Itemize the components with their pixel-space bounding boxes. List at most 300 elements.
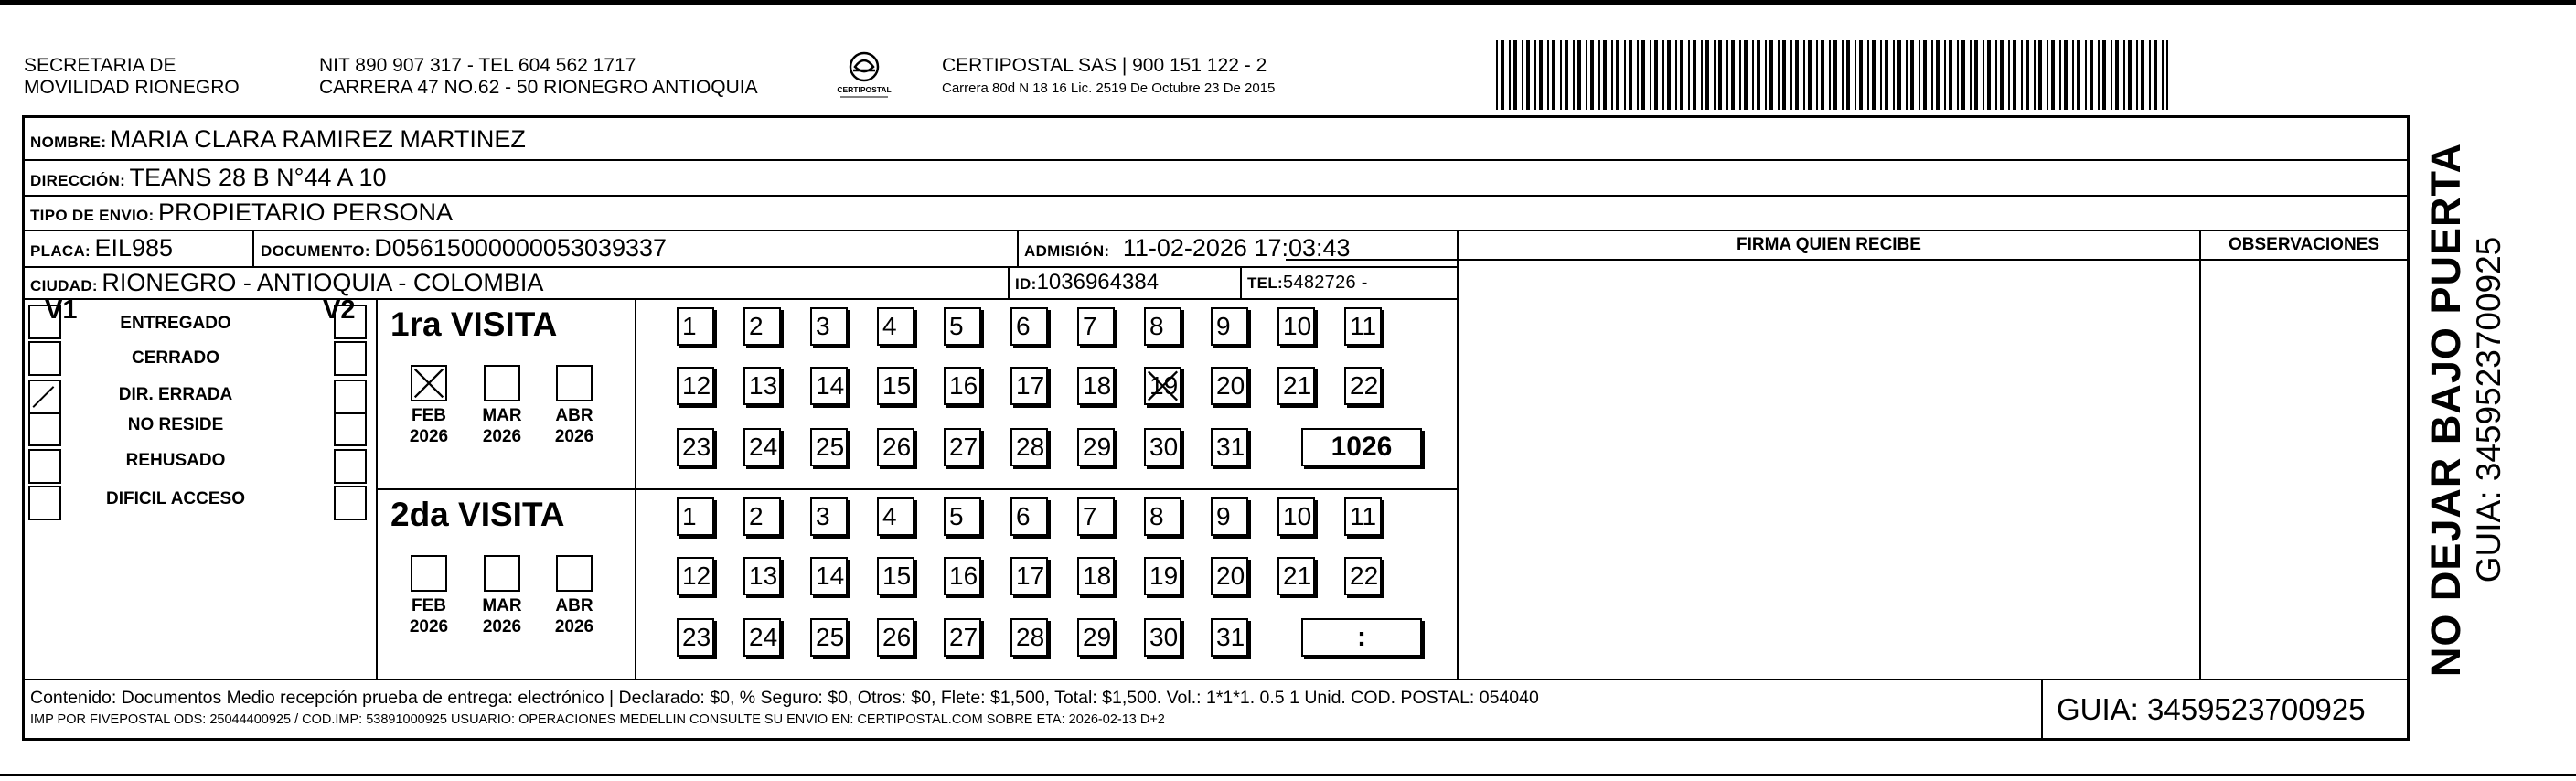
day-number: 1 bbox=[682, 312, 697, 340]
barcode-bar bbox=[1974, 40, 1978, 110]
day-box-13[interactable] bbox=[743, 557, 781, 595]
day-box-6[interactable] bbox=[1010, 307, 1048, 346]
month-label bbox=[476, 405, 529, 447]
barcode-bar bbox=[1513, 40, 1517, 110]
row-divider bbox=[25, 159, 2407, 161]
day-box-14[interactable] bbox=[810, 367, 848, 405]
barcode-bar bbox=[1829, 40, 1831, 110]
barcode-bar bbox=[2128, 40, 2132, 110]
day-number: 8 bbox=[1149, 502, 1164, 530]
day-box-14[interactable] bbox=[810, 557, 848, 595]
day-number: 26 bbox=[882, 433, 912, 461]
day-box-15[interactable] bbox=[877, 557, 914, 595]
barcode-bar bbox=[1526, 40, 1530, 110]
barcode-bar bbox=[1675, 40, 1677, 110]
barcode-bar bbox=[2064, 40, 2068, 110]
barcode-bar bbox=[1919, 40, 1920, 110]
day-box-4[interactable] bbox=[877, 307, 914, 346]
day-number: 23 bbox=[682, 433, 711, 461]
barcode-bar bbox=[1547, 40, 1549, 110]
imp-line: IMP POR FIVEPOSTAL ODS: 25044400925 / COD.IMP: 53891000925 USUARIO: OPERACIONES MEDELLIN CONSULTE SU ENVIO EN: CERTIPOSTAL.COM SOBRE ETA: 2026-02-13 D+2 bbox=[30, 712, 1165, 727]
month-label bbox=[476, 595, 529, 637]
barcode-bar bbox=[1534, 40, 1536, 110]
day-box-19[interactable] bbox=[1144, 557, 1181, 595]
barcode-bar bbox=[1598, 40, 1600, 110]
barcode bbox=[1496, 40, 2168, 110]
barcode-bar bbox=[2026, 40, 2029, 110]
day-box-3[interactable] bbox=[810, 307, 848, 346]
day-number: 27 bbox=[949, 433, 978, 461]
cell-divider bbox=[1017, 230, 1019, 266]
v2-status-checkbox[interactable] bbox=[334, 486, 367, 520]
barcode-bar bbox=[1573, 40, 1575, 110]
barcode-bar bbox=[1995, 40, 1997, 110]
day-number: 16 bbox=[949, 371, 978, 400]
barcode-bar bbox=[1624, 40, 1626, 110]
day-box-28[interactable] bbox=[1010, 428, 1048, 466]
barcode-bar bbox=[1650, 40, 1651, 110]
barcode-bar bbox=[1714, 40, 1716, 110]
day-number: 25 bbox=[816, 433, 845, 461]
day-box-24[interactable] bbox=[743, 618, 781, 657]
day-number: 21 bbox=[1283, 562, 1312, 590]
day-number: 18 bbox=[1083, 371, 1112, 400]
day-box-20[interactable] bbox=[1211, 367, 1248, 405]
barcode-bar bbox=[2038, 40, 2042, 110]
day-number: 17 bbox=[1016, 371, 1045, 400]
barcode-bar bbox=[1590, 40, 1594, 110]
day-box-29[interactable] bbox=[1077, 618, 1115, 657]
barcode-bar bbox=[1808, 40, 1812, 110]
day-box-12[interactable] bbox=[677, 367, 714, 405]
day-number: 4 bbox=[882, 312, 897, 340]
month-year: 2026 bbox=[409, 427, 449, 446]
barcode-bar bbox=[1885, 40, 1888, 110]
barcode-bar bbox=[1987, 40, 1991, 110]
day-number: 13 bbox=[749, 371, 778, 400]
day-box-18[interactable] bbox=[1077, 367, 1115, 405]
visit-title: 1ra VISITA bbox=[390, 305, 558, 343]
barcode-bar bbox=[1778, 40, 1780, 110]
barcode-bar bbox=[1662, 40, 1664, 110]
day-box-20[interactable] bbox=[1211, 557, 1248, 595]
day-number: 28 bbox=[1016, 623, 1045, 651]
month-label bbox=[402, 405, 455, 447]
barcode-bar bbox=[1936, 40, 1940, 110]
barcode-bar bbox=[1680, 40, 1683, 110]
day-box-9[interactable] bbox=[1211, 497, 1248, 536]
day-number: 9 bbox=[1216, 312, 1231, 340]
month-year: 2026 bbox=[409, 617, 449, 637]
day-number: 23 bbox=[682, 623, 711, 651]
day-box-5[interactable] bbox=[944, 497, 981, 536]
day-box-23[interactable] bbox=[677, 618, 714, 657]
month-checkbox-abr[interactable] bbox=[556, 555, 593, 592]
day-number: 8 bbox=[1149, 312, 1164, 340]
bottom-border-line bbox=[0, 774, 2576, 776]
day-box-6[interactable] bbox=[1010, 497, 1048, 536]
day-box-16[interactable] bbox=[944, 557, 981, 595]
day-number: 6 bbox=[1016, 312, 1031, 340]
day-box-22[interactable] bbox=[1344, 367, 1382, 405]
barcode-bar bbox=[1872, 40, 1876, 110]
barcode-bar bbox=[1782, 40, 1786, 110]
barcode-bar bbox=[1637, 40, 1639, 110]
placa-field bbox=[30, 233, 173, 267]
barcode-bar bbox=[1923, 40, 1927, 110]
month-label bbox=[548, 595, 601, 637]
barcode-bar bbox=[1616, 40, 1619, 110]
day-number: 15 bbox=[882, 371, 912, 400]
day-number: 9 bbox=[1216, 502, 1231, 530]
barcode-bar bbox=[2162, 40, 2164, 110]
day-box-1[interactable] bbox=[677, 307, 714, 346]
day-number: 20 bbox=[1216, 371, 1245, 400]
day-number: 13 bbox=[749, 562, 778, 590]
status-label: ENTREGADO bbox=[120, 314, 231, 333]
day-number: 29 bbox=[1083, 433, 1112, 461]
tipo-envio-value: PROPIETARIO PERSONA bbox=[157, 198, 454, 226]
barcode-bar bbox=[1906, 40, 1908, 110]
tipo-envio-label: TIPO DE ENVIO: bbox=[30, 207, 155, 224]
ciudad-label: CIUDAD: bbox=[30, 277, 98, 294]
footer-divider bbox=[25, 679, 2407, 680]
day-box-16[interactable] bbox=[944, 367, 981, 405]
month-year: 2026 bbox=[554, 427, 594, 446]
day-number: 2 bbox=[749, 502, 764, 530]
barcode-bar bbox=[1496, 40, 1498, 110]
day-box-23[interactable] bbox=[677, 428, 714, 466]
visit-divider bbox=[376, 488, 1459, 490]
month-label bbox=[548, 405, 601, 447]
barcode-bar bbox=[2149, 40, 2151, 110]
day-box-11[interactable] bbox=[1344, 497, 1382, 536]
status-label: REHUSADO bbox=[125, 451, 226, 470]
day-box-8[interactable] bbox=[1144, 497, 1181, 536]
barcode-bar bbox=[1731, 40, 1735, 110]
day-number: 26 bbox=[882, 623, 912, 651]
barcode-bar bbox=[1726, 40, 1728, 110]
documento-field bbox=[261, 233, 667, 267]
signature-divider bbox=[1457, 230, 1459, 679]
day-number: 19 bbox=[1149, 371, 1179, 400]
barcode-bar bbox=[1867, 40, 1869, 110]
placa-value: EIL985 bbox=[94, 234, 174, 262]
day-number: 1 bbox=[682, 502, 697, 530]
sender-contact-line1: NIT 890 907 317 - TEL 604 562 1717 bbox=[319, 55, 636, 76]
status-label: DIFICIL ACCESO bbox=[105, 489, 245, 508]
barcode-bar bbox=[1752, 40, 1754, 110]
admision-label: ADMISIÓN: bbox=[1024, 242, 1110, 260]
check-mark-icon bbox=[412, 367, 445, 400]
v2-status-checkbox[interactable] bbox=[334, 380, 367, 414]
day-number: 28 bbox=[1016, 433, 1045, 461]
barcode-bar bbox=[1539, 40, 1543, 110]
contenido-line: Contenido: Documentos Medio recepción prueba de entrega: electrónico | Declarado: $0, % Seguro: $0, Otros: $0, Flete: $1,500, Total: $1,500. Vol.: 1*1*1. 0.5 1 Unid. COD. POSTAL: 054040 bbox=[30, 688, 1539, 708]
barcode-bar bbox=[2072, 40, 2074, 110]
barcode-bar bbox=[1577, 40, 1581, 110]
month-name: FEB bbox=[412, 596, 446, 615]
tel-field bbox=[1247, 268, 1368, 299]
barcode-bar bbox=[1803, 40, 1805, 110]
sender-name-line1: SECRETARIA DE bbox=[24, 55, 176, 76]
barcode-bar bbox=[2111, 40, 2112, 110]
certipostal-logo bbox=[835, 47, 893, 102]
day-box-21[interactable] bbox=[1277, 557, 1315, 595]
day-box-7[interactable] bbox=[1077, 497, 1115, 536]
tel-label: TEL: bbox=[1247, 274, 1283, 292]
barcode-bar bbox=[2085, 40, 2087, 110]
barcode-bar bbox=[2154, 40, 2157, 110]
barcode-bar bbox=[2123, 40, 2125, 110]
barcode-bar bbox=[1739, 40, 1741, 110]
v2-status-checkbox[interactable] bbox=[334, 305, 367, 339]
courier-line2: Carrera 80d N 18 16 Lic. 2519 De Octubre 23 De 2015 bbox=[942, 80, 1276, 96]
visit-time-field[interactable]: : bbox=[1301, 618, 1422, 657]
sender-contact-line2: CARRERA 47 NO.62 - 50 RIONEGRO ANTIOQUIA bbox=[319, 77, 758, 98]
day-number: 11 bbox=[1350, 312, 1377, 340]
day-box-26[interactable] bbox=[877, 618, 914, 657]
day-box-12[interactable] bbox=[677, 557, 714, 595]
day-box-1[interactable] bbox=[677, 497, 714, 536]
barcode-bar bbox=[2136, 40, 2138, 110]
day-number: 22 bbox=[1350, 371, 1379, 400]
v2-status-checkbox[interactable] bbox=[334, 341, 367, 376]
barcode-bar bbox=[1769, 40, 1773, 110]
day-number: 16 bbox=[949, 562, 978, 590]
admision-value: 11-02-2026 17:03:43 bbox=[1122, 234, 1351, 262]
day-box-27[interactable] bbox=[944, 428, 981, 466]
day-number: 17 bbox=[1016, 562, 1045, 590]
month-day-divider bbox=[635, 298, 636, 679]
month-checkbox-abr[interactable] bbox=[556, 365, 593, 401]
barcode-bar bbox=[1757, 40, 1760, 110]
visit-time-field[interactable]: 1026 bbox=[1301, 428, 1422, 466]
barcode-bar bbox=[1983, 40, 1984, 110]
barcode-bar bbox=[2021, 40, 2023, 110]
documento-label: DOCUMENTO: bbox=[261, 242, 370, 260]
day-box-15[interactable] bbox=[877, 367, 914, 405]
nombre-label: NOMBRE: bbox=[30, 134, 107, 151]
day-box-22[interactable] bbox=[1344, 557, 1382, 595]
day-box-10[interactable] bbox=[1277, 497, 1315, 536]
barcode-bar bbox=[1846, 40, 1850, 110]
id-field bbox=[1015, 268, 1159, 300]
firma-quien-recibe-label: FIRMA QUIEN RECIBE bbox=[1737, 235, 1921, 254]
day-box-28[interactable] bbox=[1010, 618, 1048, 657]
barcode-bar bbox=[1910, 40, 1914, 110]
barcode-bar bbox=[1603, 40, 1607, 110]
barcode-bar bbox=[1816, 40, 1818, 110]
nombre-value: MARIA CLARA RAMIREZ MARTINEZ bbox=[110, 125, 526, 153]
status-visit-divider bbox=[376, 298, 378, 679]
barcode-bar bbox=[2051, 40, 2055, 110]
day-box-18[interactable] bbox=[1077, 557, 1115, 595]
barcode-bar bbox=[1522, 40, 1523, 110]
status-label: DIR. ERRADA bbox=[118, 385, 233, 404]
month-label bbox=[402, 595, 455, 637]
ciudad-value: RIONEGRO - ANTIOQUIA - COLOMBIA bbox=[102, 269, 544, 296]
id-label: ID: bbox=[1015, 275, 1037, 293]
id-value: 1036964384 bbox=[1036, 270, 1160, 294]
tipo-envio-field bbox=[30, 198, 453, 231]
month-name: FEB bbox=[412, 406, 446, 425]
status-label: NO RESIDE bbox=[127, 415, 224, 434]
barcode-bar bbox=[1765, 40, 1767, 110]
day-number: 7 bbox=[1083, 502, 1097, 530]
barcode-bar bbox=[1586, 40, 1587, 110]
barcode-bar bbox=[2059, 40, 2061, 110]
day-box-26[interactable] bbox=[877, 428, 914, 466]
day-number: 11 bbox=[1350, 502, 1377, 530]
day-box-29[interactable] bbox=[1077, 428, 1115, 466]
day-number: 12 bbox=[682, 371, 711, 400]
day-box-25[interactable] bbox=[810, 428, 848, 466]
day-box-5[interactable] bbox=[944, 307, 981, 346]
barcode-bar bbox=[2090, 40, 2093, 110]
side-guia-number: GUIA: 3459523700925 bbox=[2470, 236, 2507, 583]
month-year: 2026 bbox=[482, 617, 522, 637]
month-year: 2026 bbox=[554, 617, 594, 637]
month-name: MAR bbox=[482, 406, 522, 425]
day-box-7[interactable] bbox=[1077, 307, 1115, 346]
day-box-10[interactable] bbox=[1277, 307, 1315, 346]
month-name: ABR bbox=[555, 406, 593, 425]
barcode-bar bbox=[1509, 40, 1511, 110]
cell-divider bbox=[1008, 266, 1010, 298]
day-number: 5 bbox=[949, 502, 964, 530]
day-number: 27 bbox=[949, 623, 978, 651]
check-mark-icon bbox=[1146, 369, 1180, 403]
day-number: 7 bbox=[1083, 312, 1097, 340]
v2-header: V2 bbox=[323, 295, 356, 325]
day-box-9[interactable] bbox=[1211, 307, 1248, 346]
day-box-24[interactable] bbox=[743, 428, 781, 466]
day-number: 10 bbox=[1283, 502, 1312, 530]
day-number: 24 bbox=[749, 433, 778, 461]
nombre-field bbox=[30, 124, 526, 158]
barcode-bar bbox=[1880, 40, 1882, 110]
day-box-2[interactable] bbox=[743, 307, 781, 346]
barcode-bar bbox=[1560, 40, 1562, 110]
day-box-19[interactable] bbox=[1144, 367, 1181, 405]
barcode-bar bbox=[2013, 40, 2016, 110]
logo-text: CERTIPOSTAL bbox=[837, 85, 892, 94]
barcode-bar bbox=[1693, 40, 1696, 110]
day-number: 15 bbox=[882, 562, 912, 590]
day-box-4[interactable] bbox=[877, 497, 914, 536]
day-number: 2 bbox=[749, 312, 764, 340]
observaciones-divider bbox=[2199, 230, 2201, 679]
day-box-31[interactable] bbox=[1211, 428, 1248, 466]
day-box-27[interactable] bbox=[944, 618, 981, 657]
cell-divider bbox=[252, 230, 254, 266]
day-number: 30 bbox=[1149, 433, 1179, 461]
day-box-17[interactable] bbox=[1010, 367, 1048, 405]
barcode-bar bbox=[1855, 40, 1856, 110]
barcode-bar bbox=[1611, 40, 1613, 110]
month-name: ABR bbox=[555, 596, 593, 615]
barcode-bar bbox=[1744, 40, 1748, 110]
ciudad-field bbox=[30, 268, 543, 302]
day-box-11[interactable] bbox=[1344, 307, 1382, 346]
barcode-bar bbox=[2141, 40, 2144, 110]
month-checkbox-feb[interactable] bbox=[411, 365, 447, 401]
barcode-bar bbox=[1629, 40, 1632, 110]
month-checkbox-mar[interactable] bbox=[484, 555, 520, 592]
day-number: 10 bbox=[1283, 312, 1312, 340]
barcode-bar bbox=[2008, 40, 2010, 110]
barcode-bar bbox=[1893, 40, 1895, 110]
cell-divider bbox=[1240, 266, 1242, 298]
barcode-bar bbox=[1701, 40, 1703, 110]
barcode-bar bbox=[1957, 40, 1959, 110]
day-box-30[interactable] bbox=[1144, 618, 1181, 657]
barcode-bar bbox=[1718, 40, 1722, 110]
month-name: MAR bbox=[482, 596, 522, 615]
day-number: 14 bbox=[816, 562, 845, 590]
placa-label: PLACA: bbox=[30, 242, 91, 260]
barcode-bar bbox=[1842, 40, 1844, 110]
sender-name-line2: MOVILIDAD RIONEGRO bbox=[24, 77, 240, 98]
day-number: 14 bbox=[816, 371, 845, 400]
day-number: 20 bbox=[1216, 562, 1245, 590]
day-number: 24 bbox=[749, 623, 778, 651]
day-box-13[interactable] bbox=[743, 367, 781, 405]
barcode-bar bbox=[1705, 40, 1709, 110]
direccion-field bbox=[30, 163, 386, 197]
delivery-form-frame bbox=[22, 115, 2410, 741]
day-number: 25 bbox=[816, 623, 845, 651]
day-number: 31 bbox=[1216, 433, 1245, 461]
barcode-bar bbox=[1795, 40, 1799, 110]
no-dejar-bajo-puerta-text: NO DEJAR BAJO PUERTA bbox=[2422, 142, 2469, 678]
day-box-21[interactable] bbox=[1277, 367, 1315, 405]
day-box-2[interactable] bbox=[743, 497, 781, 536]
courier-line1: CERTIPOSTAL SAS | 900 151 122 - 2 bbox=[942, 55, 1267, 76]
month-checkbox-feb[interactable] bbox=[411, 555, 447, 592]
row-divider bbox=[1286, 259, 2407, 261]
barcode-bar bbox=[2115, 40, 2119, 110]
day-box-3[interactable] bbox=[810, 497, 848, 536]
barcode-bar bbox=[2098, 40, 2100, 110]
footer-guia-number: GUIA: 3459523700925 bbox=[2057, 692, 2366, 726]
day-box-30[interactable] bbox=[1144, 428, 1181, 466]
documento-value: D05615000000053039337 bbox=[374, 234, 668, 262]
v2-status-checkbox[interactable] bbox=[334, 412, 367, 446]
day-box-31[interactable] bbox=[1211, 618, 1248, 657]
day-number: 5 bbox=[949, 312, 964, 340]
barcode-bar bbox=[1501, 40, 1504, 110]
day-box-25[interactable] bbox=[810, 618, 848, 657]
day-box-8[interactable] bbox=[1144, 307, 1181, 346]
day-number: 30 bbox=[1149, 623, 1179, 651]
barcode-bar bbox=[2166, 40, 2168, 110]
barcode-bar bbox=[1970, 40, 1972, 110]
month-checkbox-mar[interactable] bbox=[484, 365, 520, 401]
day-number: 3 bbox=[816, 312, 830, 340]
barcode-bar bbox=[1654, 40, 1658, 110]
day-box-17[interactable] bbox=[1010, 557, 1048, 595]
barcode-bar bbox=[1931, 40, 1933, 110]
barcode-bar bbox=[1833, 40, 1837, 110]
barcode-bar bbox=[1897, 40, 1901, 110]
day-number: 22 bbox=[1350, 562, 1379, 590]
direccion-label: DIRECCIÓN: bbox=[30, 172, 126, 189]
barcode-bar bbox=[1944, 40, 1946, 110]
v2-status-checkbox[interactable] bbox=[334, 449, 367, 484]
day-number: 21 bbox=[1283, 371, 1312, 400]
